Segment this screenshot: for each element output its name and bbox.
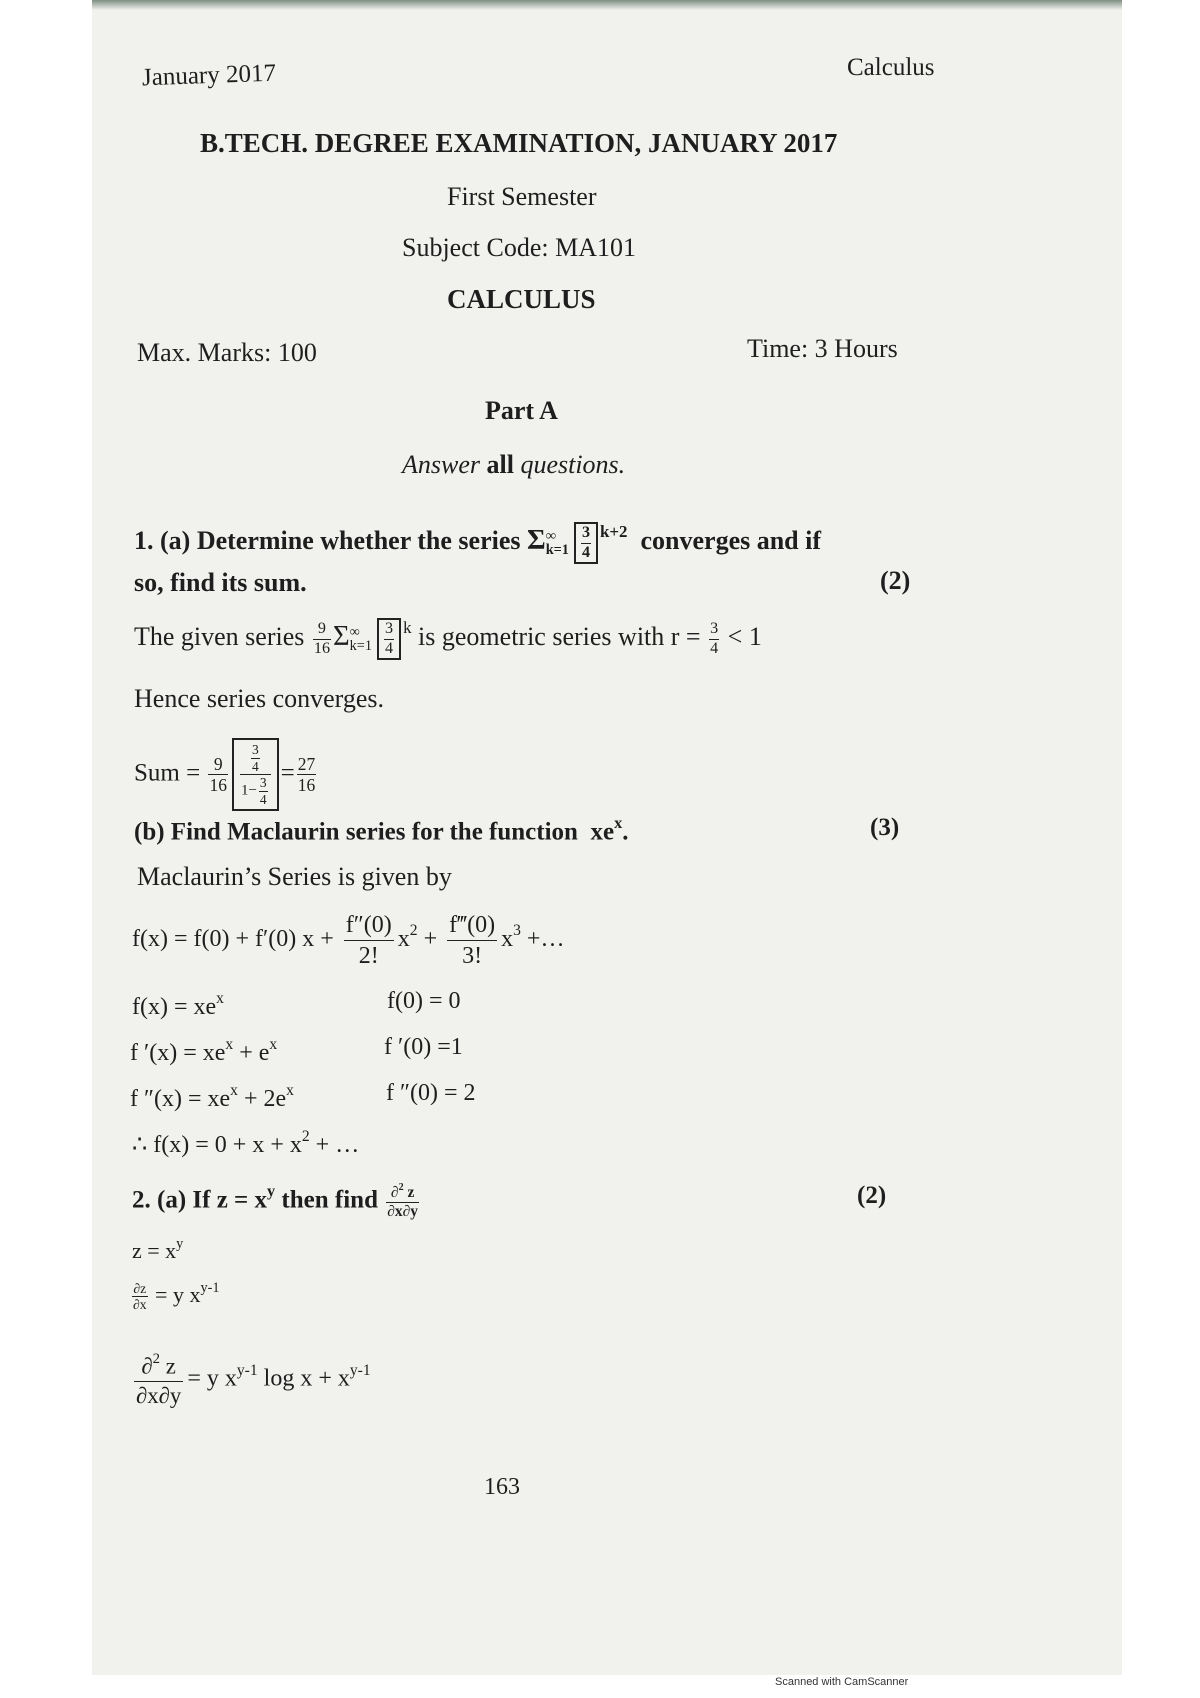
time-allowed: Time: 3 Hours <box>747 334 898 363</box>
given-prefix: The given series <box>134 622 305 651</box>
instruction-word-3: questions. <box>520 450 626 479</box>
instruction <box>402 450 625 480</box>
q2-line3: $\frac{\partial^2 z}{\partial x\partial y}$ = y $x^{y-1}$ $\log x + x^{y-1}$ <box>136 1351 371 1408</box>
page-number: 163 <box>484 1474 520 1500</box>
scanner-watermark: Scanned with CamScanner <box>775 1676 909 1688</box>
q1a-bracket: $\frac{3}{4}$ <box>574 522 598 564</box>
q2-line2: $\frac{\partial z}{\partial x}$ = y $x^{y-1}$ <box>133 1280 220 1313</box>
maclaurin-formula: f(x) = f(0) + f′(0) x + $\frac{f''(0)}{2!}$ $x^2$ + $\frac{f‴(0)}{3!}$ $x^3$ +… <box>132 912 565 969</box>
q2a-question: 2. (a) If $z = x^y$ then find $\frac{\partial^2 z}{\partial x\partial y}$ <box>132 1182 419 1221</box>
frac-3-4: $\frac{3}{4}$ <box>710 620 719 657</box>
q1b-marks: (3) <box>870 814 900 841</box>
header-subject: Calculus <box>847 54 935 81</box>
sum-limits: ∞ k=1 <box>545 527 569 559</box>
instruction-word-2: all <box>486 450 514 479</box>
q1b-func: xe <box>590 818 615 846</box>
row1-right: f(0) = 0 <box>387 988 461 1014</box>
subject-code: Subject Code: MA101 <box>402 233 636 262</box>
given-lt: < 1 <box>727 622 762 651</box>
q2a-marks: (2) <box>857 1182 887 1209</box>
q2a-derivative: $\frac{\partial^2 z}{\partial x\partial y}$ <box>387 1182 419 1221</box>
q1b-question: (b) Find Maclaurin series for the function $xe^x$. <box>134 814 629 846</box>
row3-left: f $''(x) = xe^x + 2e^x$ <box>130 1082 294 1112</box>
q2a-then: then find <box>275 1186 378 1214</box>
q1a-text: 1. (a) Determine whether the series <box>134 526 521 555</box>
q1b-text: (b) Find Maclaurin series for the function <box>134 818 578 846</box>
sum-line: Sum = $\frac{9}{16}$ $\frac{3}{4}$ 1− $\frac{3}{4}$ = $\frac{27}{16}$ <box>134 738 318 811</box>
max-marks: Max. Marks: 100 <box>137 338 317 367</box>
instruction-word-1: Answer <box>402 450 480 479</box>
sum-label: Sum = <box>134 759 201 787</box>
q1a-line2: so, find its sum. <box>134 568 307 597</box>
q1a-question: 1. (a) Determine whether the series Σ ∞ k=1 $\frac{3}{4}$ $^{k+2}$ converges and if <box>134 522 821 564</box>
exam-title: B.TECH. DEGREE EXAMINATION, JANUARY 2017 <box>200 128 838 158</box>
semester: First Semester <box>447 182 597 211</box>
maclaurin-intro: Maclaurin’s Series is given by <box>137 862 452 891</box>
row2-right: f ′(0) =1 <box>384 1034 463 1060</box>
header-date: January 2017 <box>141 59 277 92</box>
sigma-symbol: Σ <box>527 525 546 556</box>
frac-9-16: $\frac{9}{16}$ <box>313 620 330 657</box>
page-top-edge <box>92 0 1122 10</box>
q1a-marks: (2) <box>880 566 911 595</box>
row3-right: f ″(0) = 2 <box>386 1080 476 1106</box>
given-suffix: is geometric series with r = <box>418 622 701 651</box>
scanned-page <box>92 0 1122 1675</box>
q2a-text: 2. (a) If z = x <box>132 1186 268 1214</box>
given-series-line: The given series $\frac{9}{16}$ Σ ∞ k=1 $\frac{3}{4}$ $^k$ is geometric series with r = $\frac{3}{4}$ < 1 <box>134 618 762 660</box>
subject-name: CALCULUS <box>447 284 596 314</box>
row1-left: $f(x) = xe^x$ <box>132 990 224 1020</box>
part-heading: Part A <box>485 396 558 425</box>
q2-line1: $z = x^y$ <box>132 1236 184 1263</box>
q1a-text-cont: converges and if <box>640 526 822 555</box>
row2-left: f $'(x) = xe^x + e^x$ <box>130 1036 278 1066</box>
converges-line: Hence series converges. <box>134 684 385 713</box>
therefore-line: ∴ $f(x) = 0 + x + x^2$ + … <box>132 1128 360 1158</box>
